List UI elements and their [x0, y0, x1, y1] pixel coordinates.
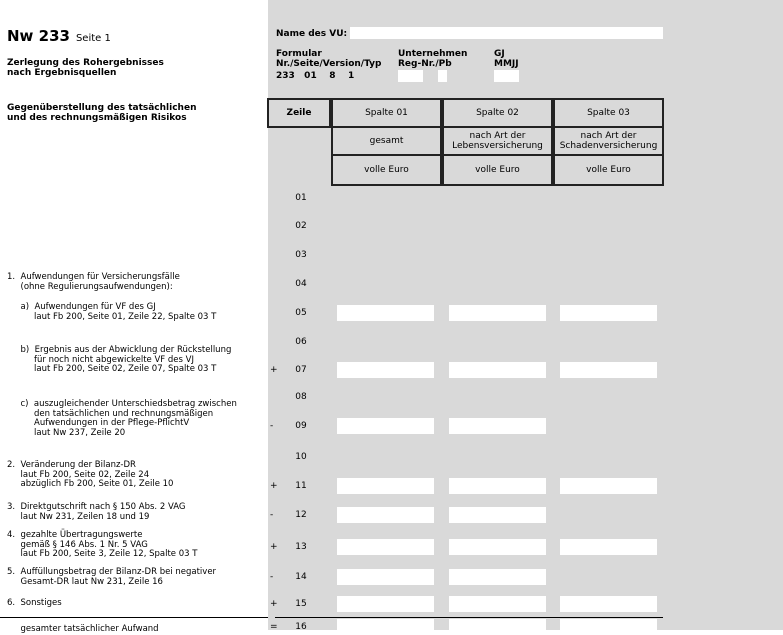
value-field-col-03[interactable] [560, 362, 657, 378]
row-number: 07 [295, 365, 307, 375]
value-field-col-02[interactable] [449, 478, 546, 494]
subtitle: Zerlegung des Rohergebnisses nach Ergebnisquellen [7, 58, 164, 78]
divider-left [0, 617, 268, 618]
row-number: 03 [295, 250, 307, 260]
value-field-col-02[interactable] [449, 539, 546, 555]
row-label: 4. gezahlte Übertragungswerte gemäß § 146 Abs. 1 Nr. 5 VAG laut Fb 200, Seite 3, Zeile 12, Spalte 03 T [7, 530, 198, 559]
value-field-col-01[interactable] [337, 569, 434, 585]
row-sign: + [270, 542, 278, 552]
row-sign: - [270, 510, 274, 520]
value-field-col-02[interactable] [449, 596, 546, 612]
gj-label: GJ MMJJ [494, 49, 519, 69]
value-field-col-02[interactable] [449, 362, 546, 378]
row-number: 13 [295, 542, 307, 552]
divider-right [275, 617, 663, 618]
row-label: c) auszugleichender Unterschiedsbetrag zwischen den tatsächlichen und rechnungsmäßigen Aufwendungen in der Pflege-PflichtV laut Nw 237, Zeile 20 [20, 399, 237, 438]
row-label: 2. Veränderung der Bilanz-DR laut Fb 200, Seite 02, Zeile 24 abzüglich Fb 200, Seite 01, Zeile 10 [7, 460, 174, 489]
row-label: 1. Aufwendungen für Versicherungsfälle (ohne Regulierungsaufwendungen): [7, 272, 180, 292]
value-field-col-01[interactable] [337, 305, 434, 321]
formular-value: 233 01 8 1 [276, 71, 355, 81]
value-field-col-01[interactable] [337, 619, 434, 635]
value-field-col-02[interactable] [449, 305, 546, 321]
row-number: 12 [295, 510, 307, 520]
value-field-col-03[interactable] [560, 619, 657, 635]
row-number: 02 [295, 221, 307, 231]
row-sign: + [270, 481, 278, 491]
row-label: 6. Sonstiges [7, 598, 62, 608]
value-field-col-01[interactable] [337, 478, 434, 494]
vu-name-field[interactable] [350, 27, 663, 39]
zeile-header: Zeile [267, 98, 331, 128]
row-sign: - [270, 572, 274, 582]
row-number: 04 [295, 279, 307, 289]
row-label: 5. Auffüllungsbetrag der Bilanz-DR bei negativer Gesamt-DR laut Nw 231, Zeile 16 [7, 567, 217, 587]
row-sign: + [270, 599, 278, 609]
column-desc-03: nach Art der Schadenversicherung [553, 126, 664, 156]
row-number: 11 [295, 481, 307, 491]
value-field-col-03[interactable] [560, 478, 657, 494]
row-number: 09 [295, 421, 307, 431]
section-title: Gegenüberstellung des tatsächlichen und des rechnungsmäßigen Risikos [7, 103, 197, 123]
row-number: 14 [295, 572, 307, 582]
value-field-col-02[interactable] [449, 569, 546, 585]
column-desc-02: nach Art der Lebensversicherung [442, 126, 553, 156]
value-field-col-03[interactable] [560, 596, 657, 612]
row-label: 3. Direktgutschrift nach § 150 Abs. 2 VAG laut Nw 231, Zeilen 18 und 19 [7, 502, 186, 522]
row-sign: = [270, 622, 278, 632]
column-header-02: Spalte 02 [442, 98, 553, 128]
value-field-col-01[interactable] [337, 539, 434, 555]
row-number: 06 [295, 337, 307, 347]
vu-name-label: Name des VU: [276, 29, 348, 39]
column-header-01: Spalte 01 [331, 98, 442, 128]
form-title [7, 27, 111, 45]
form-id: Nw 233 [7, 27, 70, 45]
row-number: 05 [295, 308, 307, 318]
column-header-03: Spalte 03 [553, 98, 664, 128]
page-number: Seite 1 [75, 33, 111, 44]
value-field-col-03[interactable] [560, 539, 657, 555]
value-field-col-01[interactable] [337, 596, 434, 612]
unternehmen-label: Unternehmen Reg-Nr./Pb [398, 49, 468, 69]
value-field-col-01[interactable] [337, 362, 434, 378]
row-label: a) Aufwendungen für VF des GJ laut Fb 200, Seite 01, Zeile 22, Spalte 03 T [20, 302, 217, 322]
row-number: 16 [295, 622, 307, 632]
row-number: 10 [295, 452, 307, 462]
value-field-col-02[interactable] [449, 619, 546, 635]
pb-field[interactable] [438, 70, 447, 82]
row-number: 15 [295, 599, 307, 609]
row-number: 01 [295, 193, 307, 203]
row-sign: - [270, 421, 274, 431]
row-number: 08 [295, 392, 307, 402]
gj-field[interactable] [494, 70, 519, 82]
value-field-col-03[interactable] [560, 305, 657, 321]
reg-nr-field[interactable] [398, 70, 423, 82]
row-sign: + [270, 365, 278, 375]
value-field-col-02[interactable] [449, 418, 546, 434]
column-unit-02: volle Euro [442, 154, 553, 186]
value-field-col-02[interactable] [449, 507, 546, 523]
row-label: gesamter tatsächlicher Aufwand [7, 624, 159, 634]
row-label: b) Ergebnis aus der Abwicklung der Rückstellung für noch nicht abgewickelte VF des VJ laut Fb 200, Seite 02, Zeile 07, Spalte 03 T [20, 345, 232, 374]
column-desc-01: gesamt [331, 126, 442, 156]
formular-label: Formular Nr./Seite/Version/Typ [276, 49, 382, 69]
value-field-col-01[interactable] [337, 418, 434, 434]
value-field-col-01[interactable] [337, 507, 434, 523]
column-unit-03: volle Euro [553, 154, 664, 186]
column-unit-01: volle Euro [331, 154, 442, 186]
